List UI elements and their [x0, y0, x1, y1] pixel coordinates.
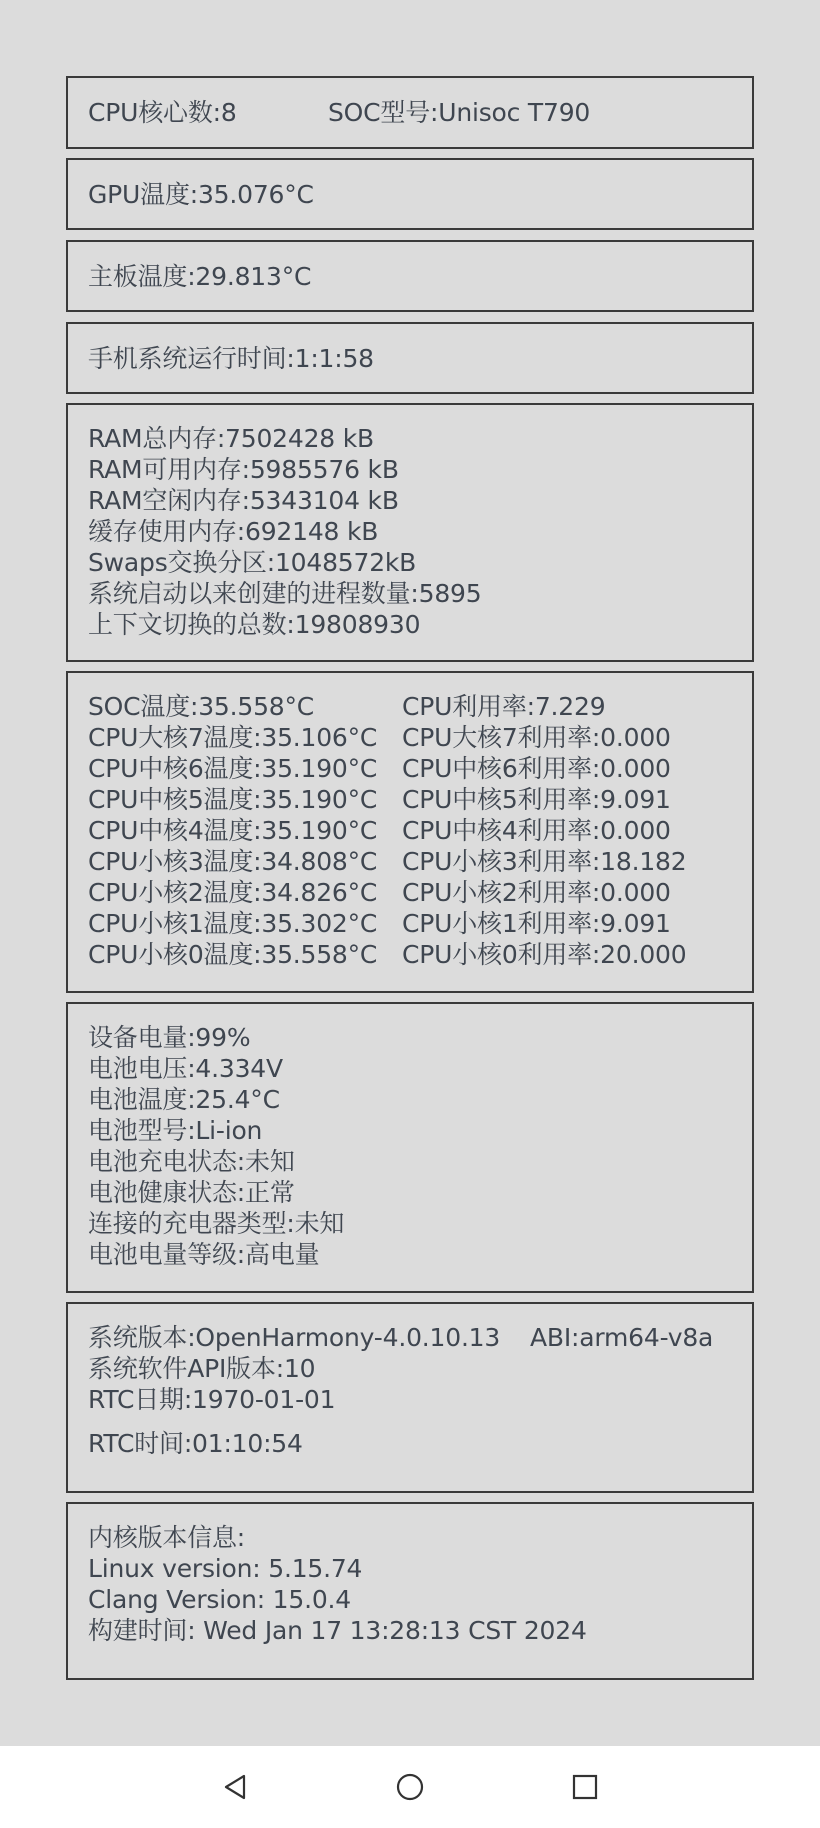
- board-temp-card: [66, 240, 754, 312]
- cpu-mid-core4-usage: CPU中核4利用率:0.000: [402, 816, 671, 845]
- swap-partition: Swaps交换分区:1048572kB: [88, 548, 417, 577]
- battery-card: [66, 1002, 754, 1293]
- linux-version: Linux version: 5.15.74: [88, 1554, 363, 1583]
- memory-card: [66, 403, 754, 662]
- ram-total: RAM总内存:7502428 kB: [88, 424, 374, 453]
- ram-available: RAM可用内存:5985576 kB: [88, 455, 399, 484]
- home-circle-icon: [395, 1772, 425, 1802]
- cpu-core-count: CPU核心数:8: [88, 98, 237, 127]
- kernel-info-card: [66, 1502, 754, 1680]
- gpu-temperature: GPU温度:35.076°C: [88, 180, 314, 209]
- cpu-mid-core6-usage: CPU中核6利用率:0.000: [402, 754, 671, 783]
- api-version: 系统软件API版本:10: [88, 1354, 316, 1383]
- cpu-little-core1-usage: CPU小核1利用率:9.091: [402, 909, 671, 938]
- battery-temperature: 电池温度:25.4°C: [88, 1085, 280, 1114]
- battery-charging-state: 电池充电状态:未知: [88, 1147, 295, 1176]
- battery-voltage: 电池电压:4.334V: [88, 1054, 283, 1083]
- cpu-big-core7-usage: CPU大核7利用率:0.000: [402, 723, 671, 752]
- process-count: 系统启动以来创建的进程数量:5895: [88, 579, 482, 608]
- uptime-card: [66, 322, 754, 394]
- cpu-little-core3-usage: CPU小核3利用率:18.182: [402, 847, 687, 876]
- soc-temperature: SOC温度:35.558°C: [88, 692, 315, 721]
- back-button[interactable]: [195, 1746, 275, 1828]
- system-version-card: [66, 1302, 754, 1493]
- cpu-info-card: [66, 76, 754, 149]
- charger-type: 连接的充电器类型:未知: [88, 1209, 345, 1238]
- soc-model: SOC型号:Unisoc T790: [328, 98, 591, 127]
- rtc-time: RTC时间:01:10:54: [88, 1429, 303, 1458]
- cpu-usage: CPU利用率:7.229: [402, 692, 606, 721]
- system-version: 系统版本:OpenHarmony-4.0.10.13: [88, 1323, 501, 1352]
- context-switch-count: 上下文切换的总数:19808930: [88, 610, 421, 639]
- cache-memory: 缓存使用内存:692148 kB: [88, 517, 379, 546]
- navigation-bar: [0, 1746, 820, 1828]
- battery-level: 设备电量:99%: [88, 1023, 251, 1052]
- build-time: 构建时间: Wed Jan 17 13:28:13 CST 2024: [88, 1616, 587, 1645]
- home-button[interactable]: [370, 1746, 450, 1828]
- cpu-little-core1-temperature: CPU小核1温度:35.302°C: [88, 909, 378, 938]
- recents-square-icon: [571, 1773, 599, 1801]
- gpu-temp-card: [66, 158, 754, 230]
- cpu-mid-core5-usage: CPU中核5利用率:9.091: [402, 785, 671, 814]
- battery-health: 电池健康状态:正常: [88, 1178, 295, 1207]
- cpu-mid-core4-temperature: CPU中核4温度:35.190°C: [88, 816, 378, 845]
- ram-free: RAM空闲内存:5343104 kB: [88, 486, 399, 515]
- battery-level-grade: 电池电量等级:高电量: [88, 1240, 320, 1269]
- cpu-little-core0-usage: CPU小核0利用率:20.000: [402, 940, 687, 969]
- kernel-info-heading: 内核版本信息:: [88, 1523, 246, 1552]
- cpu-big-core7-temperature: CPU大核7温度:35.106°C: [88, 723, 378, 752]
- rtc-date: RTC日期:1970-01-01: [88, 1385, 336, 1414]
- back-triangle-icon: [222, 1773, 248, 1801]
- cpu-little-core2-temperature: CPU小核2温度:34.826°C: [88, 878, 378, 907]
- cpu-thermal-card: [66, 671, 754, 993]
- battery-model: 电池型号:Li-ion: [88, 1116, 263, 1145]
- system-uptime: 手机系统运行时间:1:1:58: [88, 344, 374, 373]
- cpu-little-core0-temperature: CPU小核0温度:35.558°C: [88, 940, 378, 969]
- cpu-mid-core5-temperature: CPU中核5温度:35.190°C: [88, 785, 378, 814]
- abi-info: ABI:arm64-v8a: [530, 1323, 714, 1352]
- recents-button[interactable]: [545, 1746, 625, 1828]
- board-temperature: 主板温度:29.813°C: [88, 262, 312, 291]
- cpu-mid-core6-temperature: CPU中核6温度:35.190°C: [88, 754, 378, 783]
- cpu-little-core3-temperature: CPU小核3温度:34.808°C: [88, 847, 378, 876]
- cpu-little-core2-usage: CPU小核2利用率:0.000: [402, 878, 671, 907]
- clang-version: Clang Version: 15.0.4: [88, 1585, 351, 1614]
